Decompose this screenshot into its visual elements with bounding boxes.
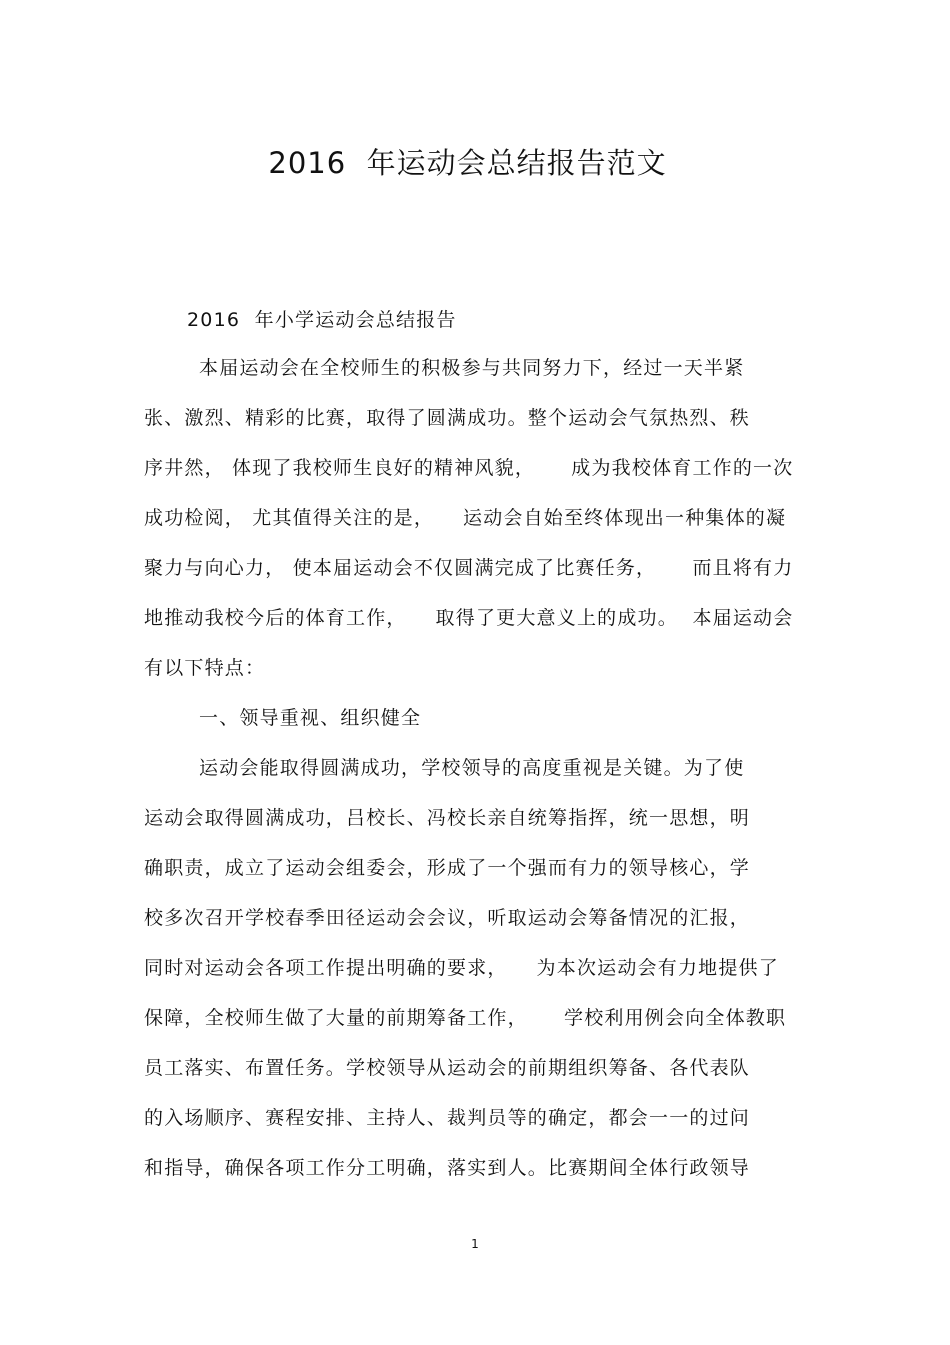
page-title: 2016 年运动会总结报告范文 <box>268 146 667 180</box>
paragraph-line: 成功检阅， 尤其值得关注的是， 运动会自始至终体现出一种集体的凝 <box>144 507 787 529</box>
report-subtitle: 2016 年小学运动会总结报告 <box>187 309 457 331</box>
paragraph-line: 的入场顺序、赛程安排、主持人、裁判员等的确定，都会一一的过问 <box>144 1107 751 1129</box>
paragraph-line: 运动会能取得圆满成功，学校领导的高度重视是关键。为了使 <box>199 757 745 779</box>
paragraph-line: 运动会取得圆满成功，吕校长、冯校长亲自统筹指挥，统一思想，明 <box>144 807 751 829</box>
paragraph-line: 地推动我校今后的体育工作， 取得了更大意义上的成功。 本届运动会 <box>144 607 794 629</box>
page-number: 1 <box>471 1237 479 1251</box>
paragraph-line: 聚力与向心力， 使本届运动会不仅圆满完成了比赛任务， 而且将有力 <box>144 557 794 579</box>
paragraph-line: 校多次召开学校春季田径运动会会议，听取运动会筹备情况的汇报， <box>144 907 751 929</box>
paragraph-line: 和指导，确保各项工作分工明确，落实到人。比赛期间全体行政领导 <box>144 1157 751 1179</box>
paragraph-line: 张、激烈、精彩的比赛，取得了圆满成功。整个运动会气氛热烈、秩 <box>144 407 751 429</box>
section-heading: 一、领导重视、组织健全 <box>199 707 422 729</box>
paragraph-line: 同时对运动会各项工作提出明确的要求， 为本次运动会有力地提供了 <box>144 957 779 979</box>
paragraph-line: 确职责，成立了运动会组委会，形成了一个强而有力的领导核心，学 <box>144 857 751 879</box>
paragraph-line: 序井然， 体现了我校师生良好的精神风貌， 成为我校体育工作的一次 <box>144 457 794 479</box>
paragraph-line: 有以下特点： <box>144 657 266 679</box>
paragraph-line: 本届运动会在全校师生的积极参与共同努力下，经过一天半紧 <box>199 357 745 379</box>
paragraph-line: 保障，全校师生做了大量的前期筹备工作， 学校利用例会向全体教职 <box>144 1007 787 1029</box>
paragraph-line: 员工落实、布置任务。学校领导从运动会的前期组织筹备、各代表队 <box>144 1057 751 1079</box>
